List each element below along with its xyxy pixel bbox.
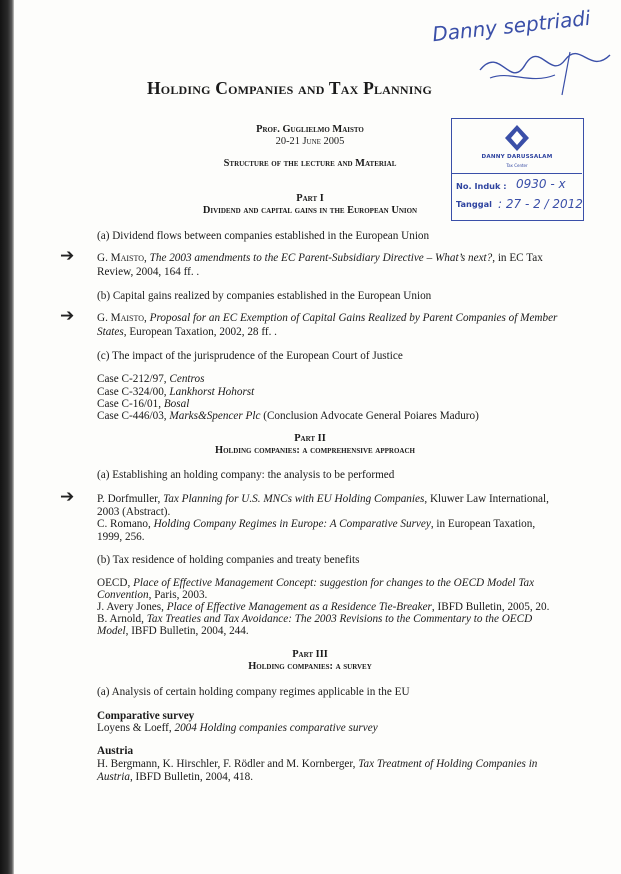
reference	[97, 758, 537, 770]
handwritten-arrow-icon: ➔	[60, 246, 75, 266]
reference	[97, 493, 549, 505]
ref-source: , Paris, 2003.	[148, 589, 208, 601]
reference	[97, 577, 534, 589]
part1-item-a: (a) Dividend flows between companies established in the European Union	[97, 230, 430, 242]
ref-title: Tax Planning for U.S. MNCs with EU Holding Companies	[163, 493, 425, 505]
part3-item-a: (a) Analysis of certain holding company regimes applicable in the EU	[97, 686, 410, 698]
lecture-subtitle: Structure of the lecture and Material	[223, 158, 397, 169]
part1-label: Part I	[296, 193, 324, 204]
ref-title: Austria	[97, 771, 130, 783]
ref-author: OECD,	[97, 577, 134, 589]
professor-name: Prof. Guglielmo Maisto	[256, 124, 364, 135]
ref-title: Place of Effective Management as a Residence Tie-Breaker	[166, 601, 432, 613]
handwritten-arrow-icon: ➔	[60, 487, 75, 507]
case-number: Case C-446/03,	[97, 410, 170, 422]
ref-title: Proposal for an EC Exemption of Capital Gains Realized by Parent Companies of Member	[149, 312, 558, 324]
ref-author: G. Maisto,	[97, 252, 150, 264]
reference-cont	[97, 771, 253, 783]
ref-title: Tax Treatment of Holding Companies in	[358, 758, 538, 770]
ref-title: Holding Company Regimes in Europe: A Comparative Survey	[153, 518, 431, 530]
signature-scribble	[470, 40, 620, 102]
case-note: (Conclusion Advocate General Poiares Maduro)	[260, 410, 479, 422]
ref-title: The 2003 amendments to the EC Parent-Subsidiary Directive – What’s next?	[149, 252, 493, 264]
part1-item-c: (c) The impact of the jurisprudence of the European Court of Justice	[97, 350, 403, 362]
case-name: Lankhorst Hohorst	[169, 386, 255, 398]
stamp-number-value: 0930 - x	[516, 177, 566, 191]
case-name: Bosal	[163, 398, 190, 410]
reference	[97, 601, 549, 613]
case-line	[97, 398, 189, 410]
case-line	[97, 410, 479, 422]
ref-author: C. Romano,	[97, 518, 154, 530]
ref-title: Tax Treaties and Tax Avoidance: The 2003 Revisions to the Commentary to the OECD	[146, 613, 533, 625]
ref-title: Place of Effective Management Concept: suggestion for changes to the OECD Model Tax	[133, 577, 535, 589]
lecture-date: 20-21 June 2005	[275, 136, 345, 147]
ref-source: , IBFD Bulletin, 2004, 244.	[125, 625, 249, 637]
ref-author: H. Bergmann, K. Hirschler, F. Rödler and M. Kornberger,	[97, 758, 359, 770]
part2-heading: Holding companies: a comprehensive approach	[215, 445, 415, 456]
part3-label: Part III	[292, 649, 328, 660]
ref-source: , Kluwer Law International,	[424, 493, 549, 505]
part3-heading: Holding companies: a survey	[248, 661, 372, 672]
case-number: Case C-16/01,	[97, 398, 164, 410]
document-title: Holding Companies and Tax Planning	[147, 78, 433, 98]
ref-source: , in European Taxation,	[430, 518, 536, 530]
case-number: Case C-212/97,	[97, 373, 170, 385]
case-line	[97, 386, 254, 398]
reference-cont	[97, 589, 207, 601]
reference-cont: 1999, 256.	[97, 531, 145, 543]
case-name: Marks&Spencer Plc	[169, 410, 261, 422]
case-number: Case C-324/00,	[97, 386, 170, 398]
country-heading: Austria	[97, 745, 134, 757]
survey-heading: Comparative survey	[97, 710, 195, 722]
part2-label: Part II	[294, 433, 326, 444]
ref-author: G. Maisto,	[97, 312, 150, 324]
ref-source: , European Taxation, 2002, 28 ff. .	[123, 326, 277, 338]
ref-source: , IBFD Bulletin, 2004, 418.	[129, 771, 254, 783]
ref-author: B. Arnold,	[97, 613, 147, 625]
ref-author: Loyens & Loeff,	[97, 722, 175, 734]
handwritten-name: Danny septriadi	[431, 5, 592, 47]
part2-item-b: (b) Tax residence of holding companies and treaty benefits	[97, 554, 360, 566]
reference-cont	[97, 326, 277, 338]
part1-heading: Dividend and capital gains in the European Union	[202, 205, 418, 216]
scan-binding-edge	[0, 0, 14, 874]
stamp-subtitle: Tax Center	[506, 163, 528, 168]
ref-source: , in EC Tax	[492, 252, 543, 264]
stamp-logo-icon	[504, 124, 530, 152]
ref-title: States	[97, 326, 124, 338]
stamp-date-value: : 27 - 2 / 2012	[498, 197, 583, 211]
reference	[97, 312, 557, 324]
ref-author: J. Avery Jones,	[97, 601, 167, 613]
ref-author: P. Dorfmuller,	[97, 493, 164, 505]
part1-item-b: (b) Capital gains realized by companies established in the European Union	[97, 290, 432, 302]
ref-title: Convention	[97, 589, 149, 601]
reference	[97, 518, 535, 530]
ref-title: Model	[97, 625, 126, 637]
reference-cont: 2003 (Abstract).	[97, 506, 171, 518]
reference	[97, 613, 532, 625]
reference-cont: Review, 2004, 164 ff. .	[97, 266, 200, 278]
handwritten-arrow-icon: ➔	[60, 306, 75, 326]
case-name: Centros	[169, 373, 205, 385]
reference	[97, 252, 543, 264]
reference-cont	[97, 625, 249, 637]
stamp-number-label: No. Induk :	[456, 181, 507, 191]
ref-title: 2004 Holding companies comparative survey	[174, 722, 378, 734]
stamp-date-label: Tanggal	[456, 199, 492, 209]
ref-source: , IBFD Bulletin, 2005, 20.	[431, 601, 550, 613]
reference	[97, 722, 378, 734]
case-line	[97, 373, 204, 385]
library-stamp	[451, 118, 584, 221]
part2-item-a: (a) Establishing an holding company: the analysis to be performed	[97, 469, 395, 481]
stamp-organization: DANNY DARUSSALAM	[481, 154, 553, 160]
stamp-logo-area	[452, 119, 582, 174]
